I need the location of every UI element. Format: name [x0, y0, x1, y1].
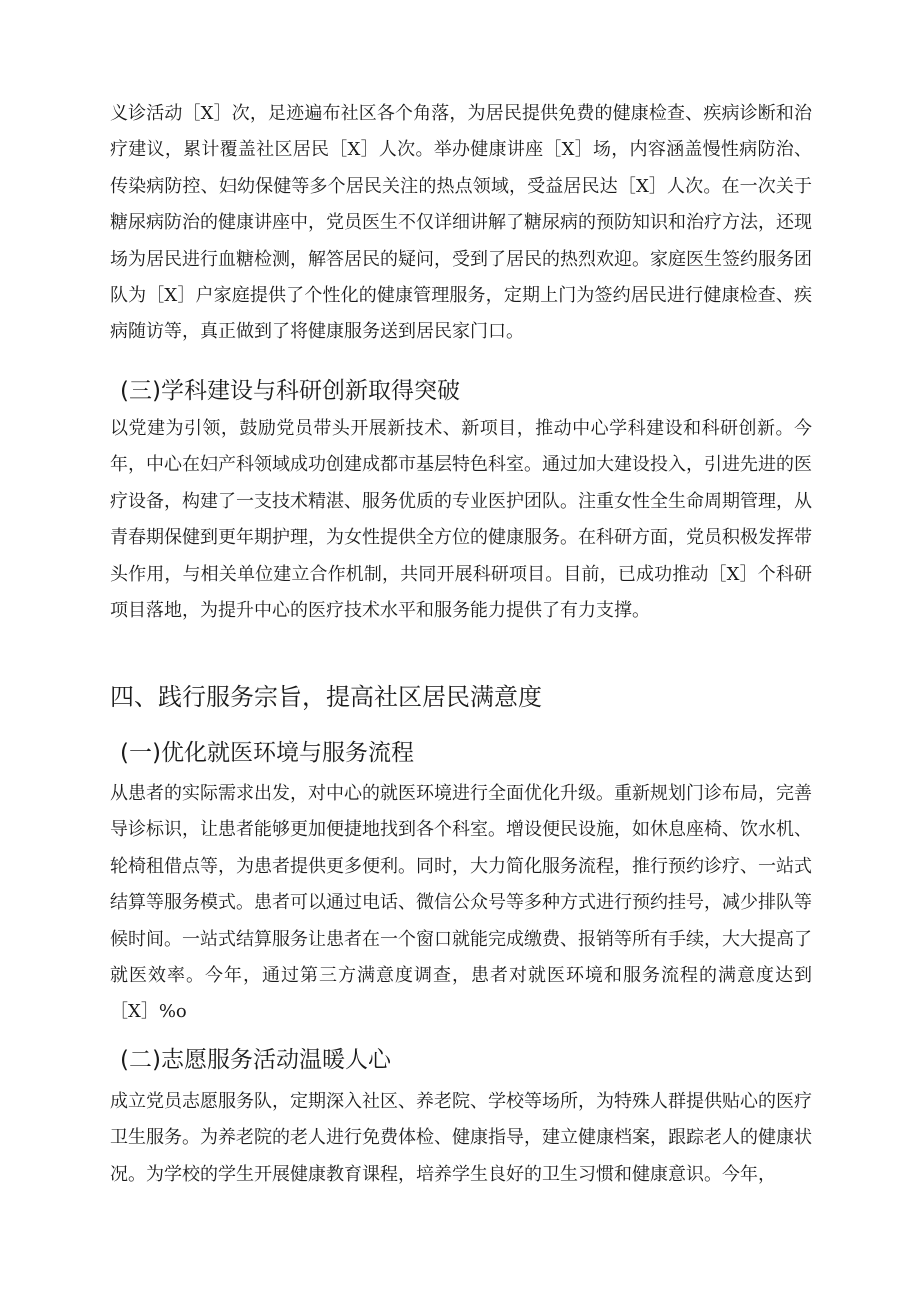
paragraph-discipline-research: 以党建为引领，鼓励党员带头开展新技术、新项目，推动中心学科建设和科研创新。今年，中心在妇产科领域成功创建成都市基层特色科室。通过加大建设投入，引进先进的医疗设备，构建了一支技术精湛、服务优质的专业医护团队。注重女性全生命周期管理，从青春期保健到更年期护理，为女性提供全方位的健康服务。在科研方面，党员积极发挥带头作用，与相关单位建立合作机制，共同开展科研项目。目前，已成功推动［X］个科研项目落地，为提升中心的医疗技术水平和服务能力提供了有力支撑。 — [110, 418, 812, 622]
paragraph-volunteer-service: 成立党员志愿服务队，定期深入社区、养老院、学校等场所，为特殊人群提供贴心的医疗卫生服务。为养老院的老人进行免费体检、健康指导，建立健康档案，跟踪老人的健康状况。为学校的学生开展健康教育课程，培养学生良好的卫生习惯和健康意识。今年， — [110, 1091, 812, 1185]
paragraph-community-service: 义诊活动［X］次，足迹遍布社区各个角落，为居民提供免费的健康检查、疾病诊断和治疗建议，累计覆盖社区居民［X］人次。举办健康讲座［X］场，内容涵盖慢性病防治、传染病防控、妇幼保健等多个居民关注的热点领域，受益居民达［X］人次。在一次关于糖尿病防治的健康讲座中，党员医生不仅详细讲解了糖尿病的预防知识和治疗方法，还现场为居民进行血糖检测，解答居民的疑问，受到了居民的热烈欢迎。家庭医生签约服务团队为［X］户家庭提供了个性化的健康管理服务，定期上门为签约居民进行健康检查、疾病随访等，真正做到了将健康服务送到居民家门口。 — [110, 103, 812, 343]
heading-volunteer-service: (二)志愿服务活动温暖人心 — [120, 1047, 391, 1073]
heading-service-purpose: 四、践行服务宗旨，提高社区居民满意度 — [110, 683, 542, 711]
paragraph-optimize-environment: 从患者的实际需求出发，对中心的就医环境进行全面优化升级。重新规划门诊布局，完善导诊标识，让患者能够更加便捷地找到各个科室。增设便民设施，如休息座椅、饮水机、轮椅租借点等，为患者提供更多便利。同时，大力简化服务流程，推行预约诊疗、一站式结算等服务模式。患者可以通过电话、微信公众号等多种方式进行预约挂号，减少排队等候时间。一站式结算服务让患者在一个窗口就能完成缴费、报销等所有手续，大大提高了就医效率。今年，通过第三方满意度调查，患者对就医环境和服务流程的满意度达到［X］%o — [110, 783, 812, 1023]
heading-discipline-research: (三)学科建设与科研创新取得突破 — [120, 378, 460, 404]
heading-optimize-environment: (一)优化就医环境与服务流程 — [120, 740, 414, 766]
